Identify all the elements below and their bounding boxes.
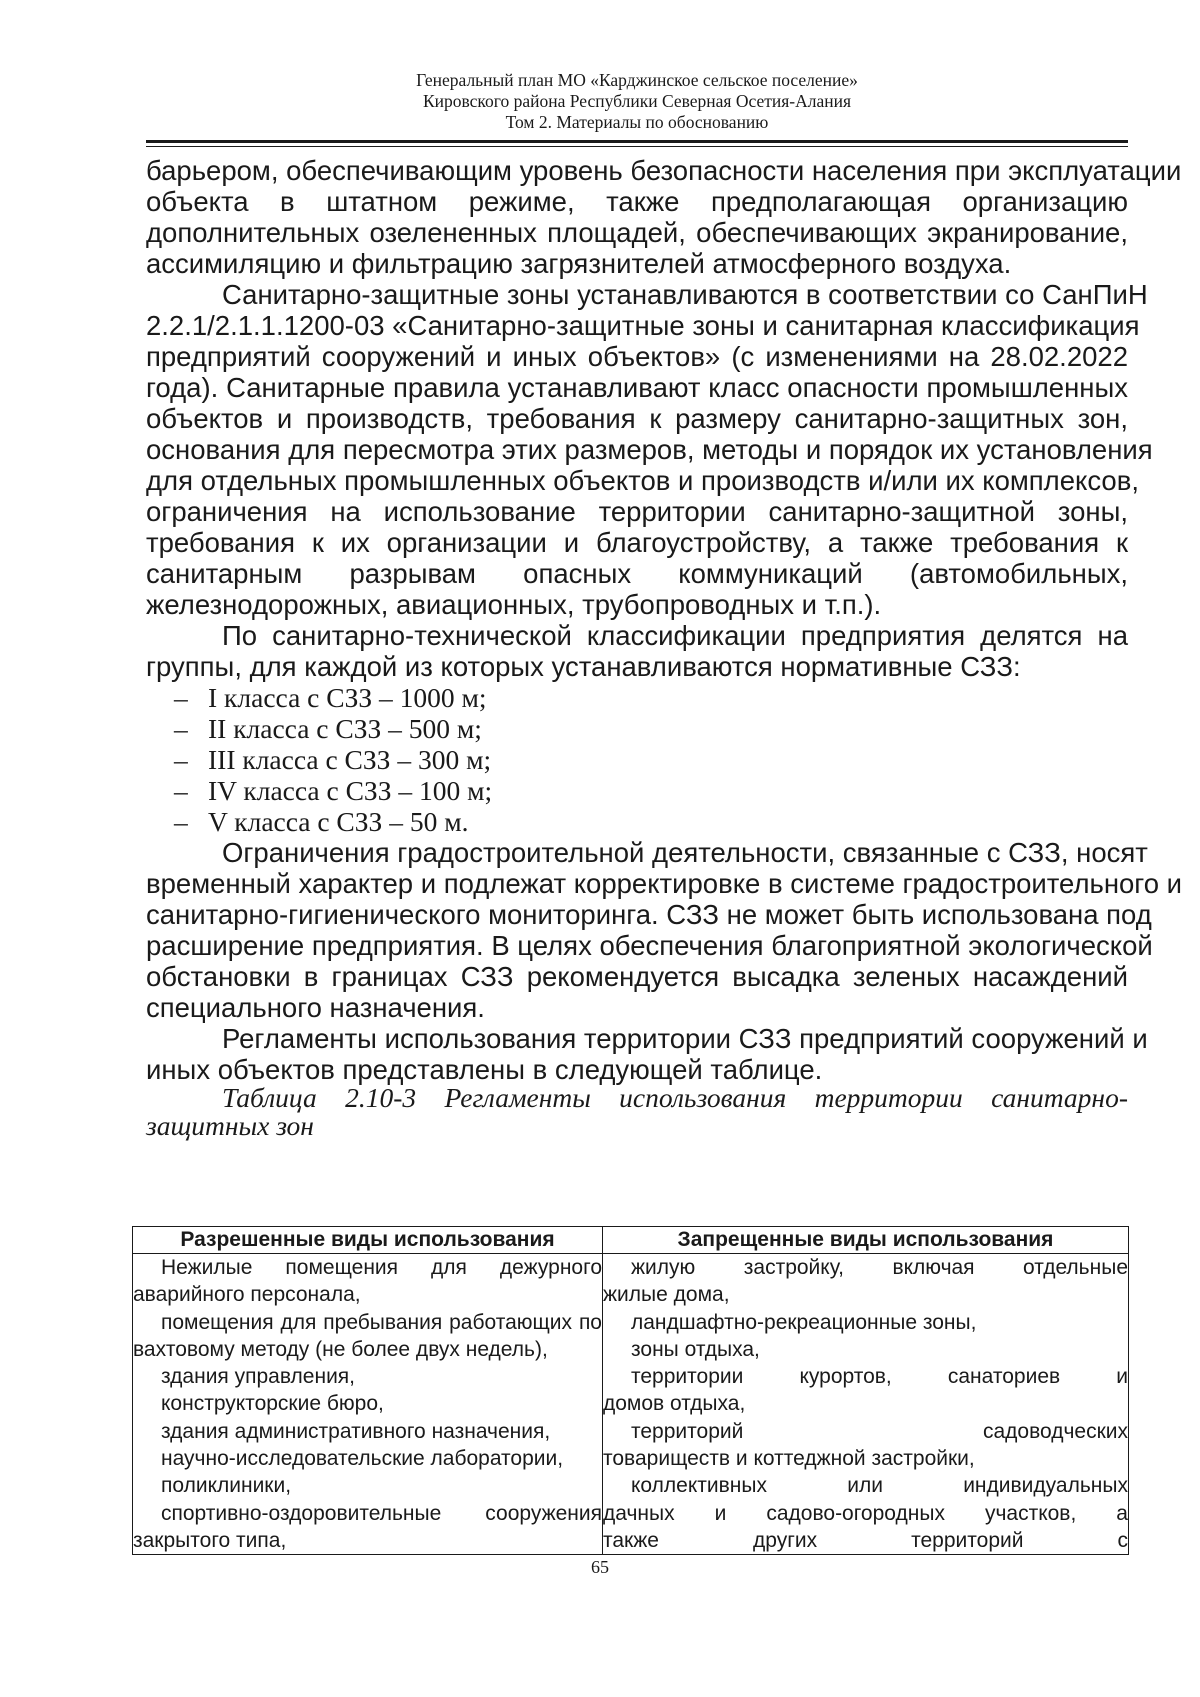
- cell-line: коллективных или индивидуальных: [631, 1474, 1128, 1498]
- cell-line: территории курортов, санаториев и: [631, 1365, 1128, 1389]
- paragraph-4-line: санитарно-гигиенического мониторинга. СЗЗ не может быть использована под: [146, 899, 1152, 930]
- header-allowed: Разрешенные виды использования: [133, 1227, 603, 1254]
- table-row: [133, 1254, 1129, 1555]
- cell-line: также других территорий с: [603, 1528, 1128, 1552]
- class-item-text: V класса с СЗЗ – 50 м.: [208, 806, 469, 837]
- cell-line: жилую застройку, включая отдельные: [631, 1256, 1128, 1279]
- cell-line: научно-исследовательские лаборатории,: [161, 1447, 564, 1471]
- paragraph-1-line: дополнительных озелененных площадей, обеспечивающих экранирование,: [146, 217, 1128, 248]
- paragraph-4-line: расширение предприятия. В целях обеспечения благоприятной экологической: [146, 930, 1153, 961]
- table-header-row: [133, 1227, 1129, 1254]
- cell-line: здания административного назначения,: [161, 1419, 551, 1443]
- paragraph-2-line: предприятий сооружений и иных объектов» (с изменениями на 28.02.2022: [146, 341, 1128, 372]
- paragraph-4-line: Ограничения градостроительной деятельности, связанные с СЗЗ, носят: [222, 837, 1148, 868]
- paragraph-5-line: иных объектов представлены в следующей таблице.: [146, 1054, 823, 1085]
- list-dash: –: [174, 775, 188, 806]
- table-caption-line: Таблица 2.10-3 Регламенты использования территории санитарно-: [222, 1082, 1128, 1113]
- cell-line: спортивно-оздоровительные сооружения: [161, 1501, 602, 1525]
- cell-line: территорий садоводческих: [631, 1419, 1128, 1443]
- cell-line: аварийного персонала,: [133, 1283, 361, 1307]
- paragraph-2-line: объектов и производств, требования к размеру санитарно-защитных зон,: [146, 403, 1128, 434]
- table-caption-line: защитных зон: [146, 1110, 314, 1141]
- paragraph-5-line: Регламенты использования территории СЗЗ предприятий сооружений и: [222, 1023, 1148, 1054]
- paragraph-2-line: санитарным разрывам опасных коммуникаций (автомобильных,: [146, 558, 1128, 589]
- paragraph-1-line: ассимиляцию и фильтрацию загрязнителей атмосферного воздуха.: [146, 248, 1012, 279]
- list-dash: –: [174, 682, 188, 713]
- paragraph-2-line: Санитарно-защитные зоны устанавливаются в соответствии со СанПиН: [222, 279, 1148, 310]
- class-list-item: [174, 714, 482, 744]
- list-dash: –: [174, 806, 188, 837]
- paragraph-4-line: временный характер и подлежат корректировке в системе градостроительного и: [146, 868, 1183, 899]
- paragraph-2-line: железнодорожных, авиационных, трубопроводных и т.п.).: [146, 589, 882, 620]
- header-line-1: Генеральный план МО «Карджинское сельское поселение»: [416, 70, 858, 90]
- header-rule-thick: [146, 140, 1128, 143]
- allowed-uses-cell: [133, 1254, 603, 1555]
- cell-line: поликлиники,: [161, 1474, 292, 1498]
- header-rule-thin: [146, 146, 1128, 147]
- paragraph-1-line: объекта в штатном режиме, также предполагающая организацию: [146, 186, 1128, 217]
- class-list-item: [174, 776, 492, 806]
- class-item-text: II класса с СЗЗ – 500 м;: [208, 713, 482, 744]
- paragraph-2-line: для отдельных промышленных объектов и производств и/или их комплексов,: [146, 465, 1139, 496]
- paragraph-3-line: По санитарно-технической классификации предприятия делятся на: [222, 620, 1128, 651]
- class-list-item: [174, 683, 487, 713]
- paragraph-2-line: года). Санитарные правила устанавливают класс опасности промышленных: [146, 372, 1128, 403]
- cell-line: закрытого типа,: [133, 1528, 287, 1552]
- cell-line: вахтовому методу (не более двух недель),: [133, 1337, 548, 1361]
- page-number: 65: [591, 1557, 609, 1577]
- header-forbidden: Запрещенные виды использования: [603, 1227, 1129, 1254]
- paragraph-2-line: требования к их организации и благоустройству, а также требования к: [146, 527, 1128, 558]
- forbidden-uses-cell: [603, 1254, 1129, 1555]
- cell-line: жилые дома,: [603, 1283, 730, 1307]
- paragraph-2-line: ограничения на использование территории санитарно-защитной зоны,: [146, 496, 1128, 527]
- cell-line: товариществ и коттеджной застройки,: [603, 1447, 975, 1471]
- class-list-item: [174, 807, 469, 837]
- cell-line: домов отдыха,: [603, 1392, 746, 1416]
- paragraph-4-line: специального назначения.: [146, 992, 485, 1023]
- cell-line: Нежилые помещения для дежурного: [161, 1256, 602, 1279]
- header-line-3: Том 2. Материалы по обоснованию: [505, 112, 769, 132]
- regulations-table: [132, 1226, 1129, 1555]
- paragraph-2-line: основания для пересмотра этих размеров, методы и порядок их установления: [146, 434, 1153, 465]
- cell-line: конструкторские бюро,: [161, 1392, 384, 1416]
- cell-line: ландшафтно-рекреационные зоны,: [631, 1310, 977, 1334]
- cell-line: помещения для пребывания работающих по: [161, 1310, 602, 1334]
- list-dash: –: [174, 713, 188, 744]
- cell-line: здания управления,: [161, 1365, 356, 1389]
- list-dash: –: [174, 744, 188, 775]
- page-header: [146, 70, 1128, 133]
- class-item-text: III класса с СЗЗ – 300 м;: [208, 744, 492, 775]
- cell-line: зоны отдыха,: [631, 1337, 760, 1361]
- cell-line: дачных и садово-огородных участков, а: [603, 1501, 1128, 1525]
- paragraph-3-line: группы, для каждой из которых устанавливаются нормативные СЗЗ:: [146, 651, 1021, 682]
- paragraph-1-line: барьером, обеспечивающим уровень безопасности населения при эксплуатации: [146, 155, 1182, 186]
- class-list-item: [174, 745, 491, 775]
- class-item-text: I класса с СЗЗ – 1000 м;: [208, 682, 487, 713]
- paragraph-4-line: обстановки в границах СЗЗ рекомендуется высадка зеленых насаждений: [146, 961, 1128, 992]
- class-item-text: IV класса с СЗЗ – 100 м;: [208, 775, 493, 806]
- header-line-2: Кировского района Республики Северная Осетия-Алания: [422, 91, 852, 111]
- paragraph-2-line: 2.2.1/2.1.1.1200-03 «Санитарно-защитные зоны и санитарная классификация: [146, 310, 1140, 341]
